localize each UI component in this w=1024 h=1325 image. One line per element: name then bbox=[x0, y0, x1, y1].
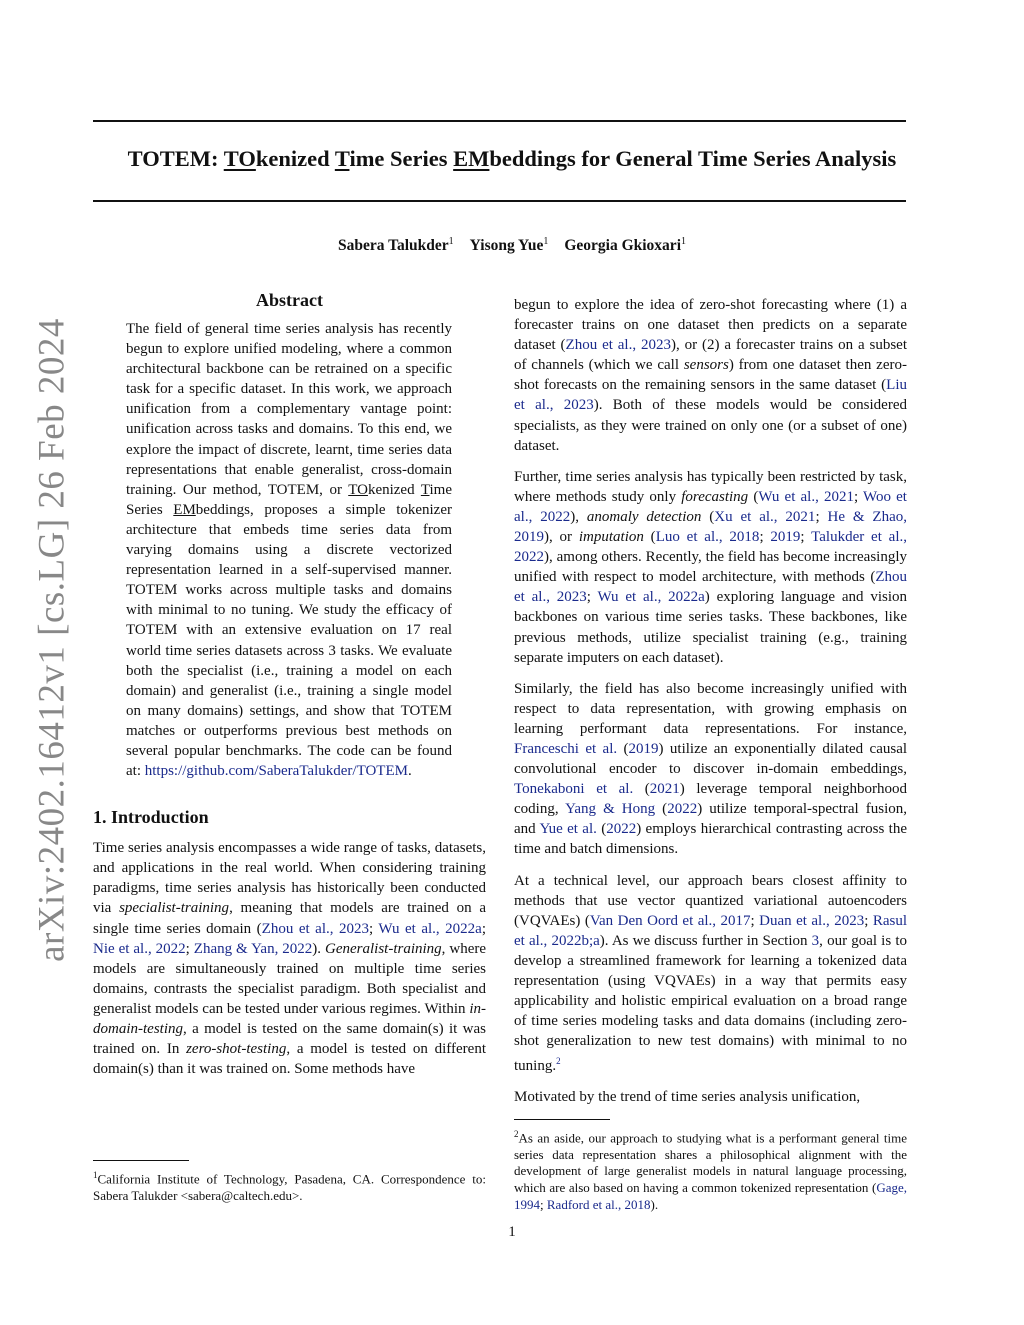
citation-link[interactable]: Tonekaboni et al. bbox=[514, 781, 634, 798]
author-affiliation: 1 bbox=[448, 236, 454, 247]
citation-link[interactable]: 2022 bbox=[667, 801, 698, 818]
citation-link[interactable]: Liu et al., 2023 bbox=[514, 377, 907, 414]
author-name: Sabera Talukder bbox=[337, 237, 449, 255]
abstract-heading: Abstract bbox=[256, 290, 323, 310]
footnote-rule bbox=[514, 1119, 610, 1120]
left-column bbox=[93, 290, 486, 1090]
abstract-body: The field of general time series analysis has recently begun to explore unified modeling, where a common architectural backbone can be retrained on a specific task for a specific dataset. In this work, we approach unification from a complementary vantage point: unification across tasks and domains. To this end, we explore the impact of discrete, learnt, time series data representations that enable generalist, cross-domain training. Our method, TOTEM, or TOkenized Time Series EMbeddings, proposes a simple tokenizer architecture that embeds time series data from varying domains using a discrete vectorized representation learned in a self-supervised manner. TOTEM works across multiple tasks and domains with minimal to no tuning. We study the efficacy of TOTEM with an extensive evaluation on 17 real world time series datasets across 3 tasks. We evaluate both the specialist (i.e., training a model on each domain) and generalist (i.e., training a single model on many domains) settings, and show that TOTEM matches or outperforms previous best methods on several popular benchmarks. The code can be found at: https://github.com/SaberaTalukder/TOTEM. bbox=[126, 321, 452, 780]
author-list bbox=[60, 236, 964, 255]
footnote-rule bbox=[93, 1160, 189, 1161]
section-link[interactable]: 3 bbox=[811, 932, 820, 949]
body-paragraph: At a technical level, our approach bears closest affinity to methods that use vector quantized variational autoencoders (VQVAEs) (Van Den Oord et al., 2017; Duan et al., 2023; Rasul et al., 2022b;a). As we discuss further in Section 3, our goal is to develop a streamlined framework for learning a tokenized data representation (using VQVAEs) in a way that permits easy applicability and holistic empirical evaluation on a broad range of time series modeling tasks and data domains (including zero-shot generalization to new test domains) with minimal to no tuning.$^2$ bbox=[514, 872, 907, 1075]
right-column bbox=[514, 295, 907, 1214]
citation-link[interactable]: Duan et al., 2023 bbox=[759, 912, 865, 929]
body-paragraph: Further, time series analysis has typically been restricted by task, where methods study only forecasting (Wu et al., 2021; Woo et al., 2022), anomaly detection (Xu et al., 2021; He & Zhao, 2019), or imputation (Luo et al., 2018; 2019; Talukder et al., 2022), among others. Recently, the field has become increasingly unified with respect to model architecture, with methods (Zhou et al., 2023; Wu et al., 2022a) exploring language and vision backbones on various time series tasks. These backbones, like previous methods, utilize specialist training (e.g., training separate imputers on each dataset). bbox=[514, 468, 908, 666]
citation-link[interactable]: Wu et al., 2021 bbox=[758, 488, 854, 505]
title-rule-bottom bbox=[93, 200, 906, 202]
footnote-text: $^2$As an aside, our approach to studying what is a performant general time series data representation shares a philosophical alignment with the development of large generalist models in natural language processing, which are also based on having a common tokenized representation (Gage, 1994; Radford et al., 2018). bbox=[514, 1128, 907, 1213]
citation-link[interactable]: 2019 bbox=[628, 740, 659, 757]
citation-link[interactable]: Yang & Hong bbox=[565, 801, 656, 818]
author-name: Yisong Yue bbox=[469, 237, 544, 255]
footnote-ref[interactable]: 2 bbox=[556, 1056, 561, 1067]
title-rule-top bbox=[93, 120, 906, 122]
citation-link[interactable]: 2022 bbox=[606, 821, 637, 838]
citation-link[interactable]: He & Zhao, 2019 bbox=[514, 508, 908, 546]
body-paragraph: begun to explore the idea of zero-shot forecasting where (1) a forecaster trains on one dataset then predicts on a separate dataset (Zhou et al., 2023), or (2) a forecaster trains on a subset of channels (which we call sensors) from one dataset then zero-shot forecasts on the remaining sensors in the same dataset (Liu et al., 2023). Both of these models would be considered specialists, as they were trained on only one (or a subset of one) dataset. bbox=[514, 297, 907, 454]
citation-link[interactable]: Gage, 1994 bbox=[514, 1180, 907, 1213]
citation-link[interactable]: Luo et al., 2018 bbox=[655, 529, 760, 546]
page-number: 1 bbox=[508, 1224, 516, 1240]
citation-link[interactable]: Radford et al., 2018 bbox=[546, 1197, 651, 1213]
citation-link[interactable]: Woo et al., 2022 bbox=[514, 488, 907, 525]
citation-link[interactable]: Xu et al., 2021 bbox=[714, 508, 816, 525]
body-paragraph: Similarly, the field has also become increasingly unified with respect to data representation, with growing emphasis on learning performant data representations. For instance, Franceschi et al. (2019) utilize an exponentially dilated causal convolutional encoder to discover in-domain embeddings, Tonekaboni et al. (2021) leverage temporal neighborhood coding, Yang & Hong (2022) utilize temporal-spectral fusion, and Yue et al. (2022) employs hierarchical contrasting across the time and batch dimensions. bbox=[514, 680, 908, 858]
body-paragraph: Motivated by the trend of time series analysis unification, bbox=[514, 1089, 861, 1106]
citation-link[interactable]: Van Den Oord et al., 2017 bbox=[589, 912, 751, 929]
citation-link[interactable]: 2021 bbox=[649, 781, 680, 798]
author-affiliation: 1 bbox=[681, 236, 686, 247]
footnote-text: $^1$California Institute of Technology, Pasadena, CA. Correspondence to: Sabera Talukder <sabera@caltech.edu>. bbox=[93, 1170, 486, 1204]
citation-link[interactable]: Zhou et al., 2023 bbox=[565, 337, 671, 354]
paper-title: TOTEM: TOkenized Time Series EMbeddings for General Time Series Analysis bbox=[127, 146, 897, 171]
code-link[interactable]: https://github.com/SaberaTalukder/TOTEM bbox=[144, 763, 408, 780]
citation-link[interactable]: Zhang & Yan, 2022 bbox=[193, 940, 313, 957]
citation-link[interactable]: Wu et al., 2022a bbox=[597, 589, 705, 606]
author-affiliation: 1 bbox=[543, 236, 549, 247]
citation-link[interactable]: Rasul et al., 2022b;a bbox=[514, 912, 907, 949]
citation-link[interactable]: Nie et al., 2022 bbox=[93, 940, 186, 957]
citation-link[interactable]: 2019 bbox=[770, 529, 801, 546]
citation-link[interactable]: Wu et al., 2022a bbox=[378, 920, 482, 937]
citation-link[interactable]: Talukder et al., 2022 bbox=[514, 529, 907, 566]
intro-paragraph: Time series analysis encompasses a wide range of tasks, datasets, and applications in the real world. When considering training paradigms, time series analysis has historically been conducted via specialist-training, meaning that models are trained on a single time series domain (Zhou et al., 2023; Wu et al., 2022a; Nie et al., 2022; Zhang & Yan, 2022). Generalist-training, where models are simultaneously trained on multiple time series domains, contrasts the specialist paradigm. Both specialist and generalist models can be tested under various regimes. Within in-domain-testing, a model is tested on the same domain(s) it was trained on. In zero-shot-testing, a model is tested on different domain(s) than it was trained on. Some methods have bbox=[93, 840, 487, 1078]
footnote-affiliation bbox=[93, 1160, 486, 1205]
arxiv-identifier: arXiv:2402.16412v1 [cs.LG] 26 Feb 2024 bbox=[31, 318, 73, 962]
citation-link[interactable]: Franceschi et al. bbox=[514, 740, 618, 757]
author-name: Georgia Gkioxari bbox=[564, 237, 681, 255]
citation-link[interactable]: Zhou et al., 2023 bbox=[514, 569, 907, 606]
intro-heading: 1. Introduction bbox=[93, 807, 209, 828]
citation-link[interactable]: Zhou et al., 2023 bbox=[261, 920, 370, 937]
citation-link[interactable]: Yue et al. bbox=[539, 821, 597, 838]
